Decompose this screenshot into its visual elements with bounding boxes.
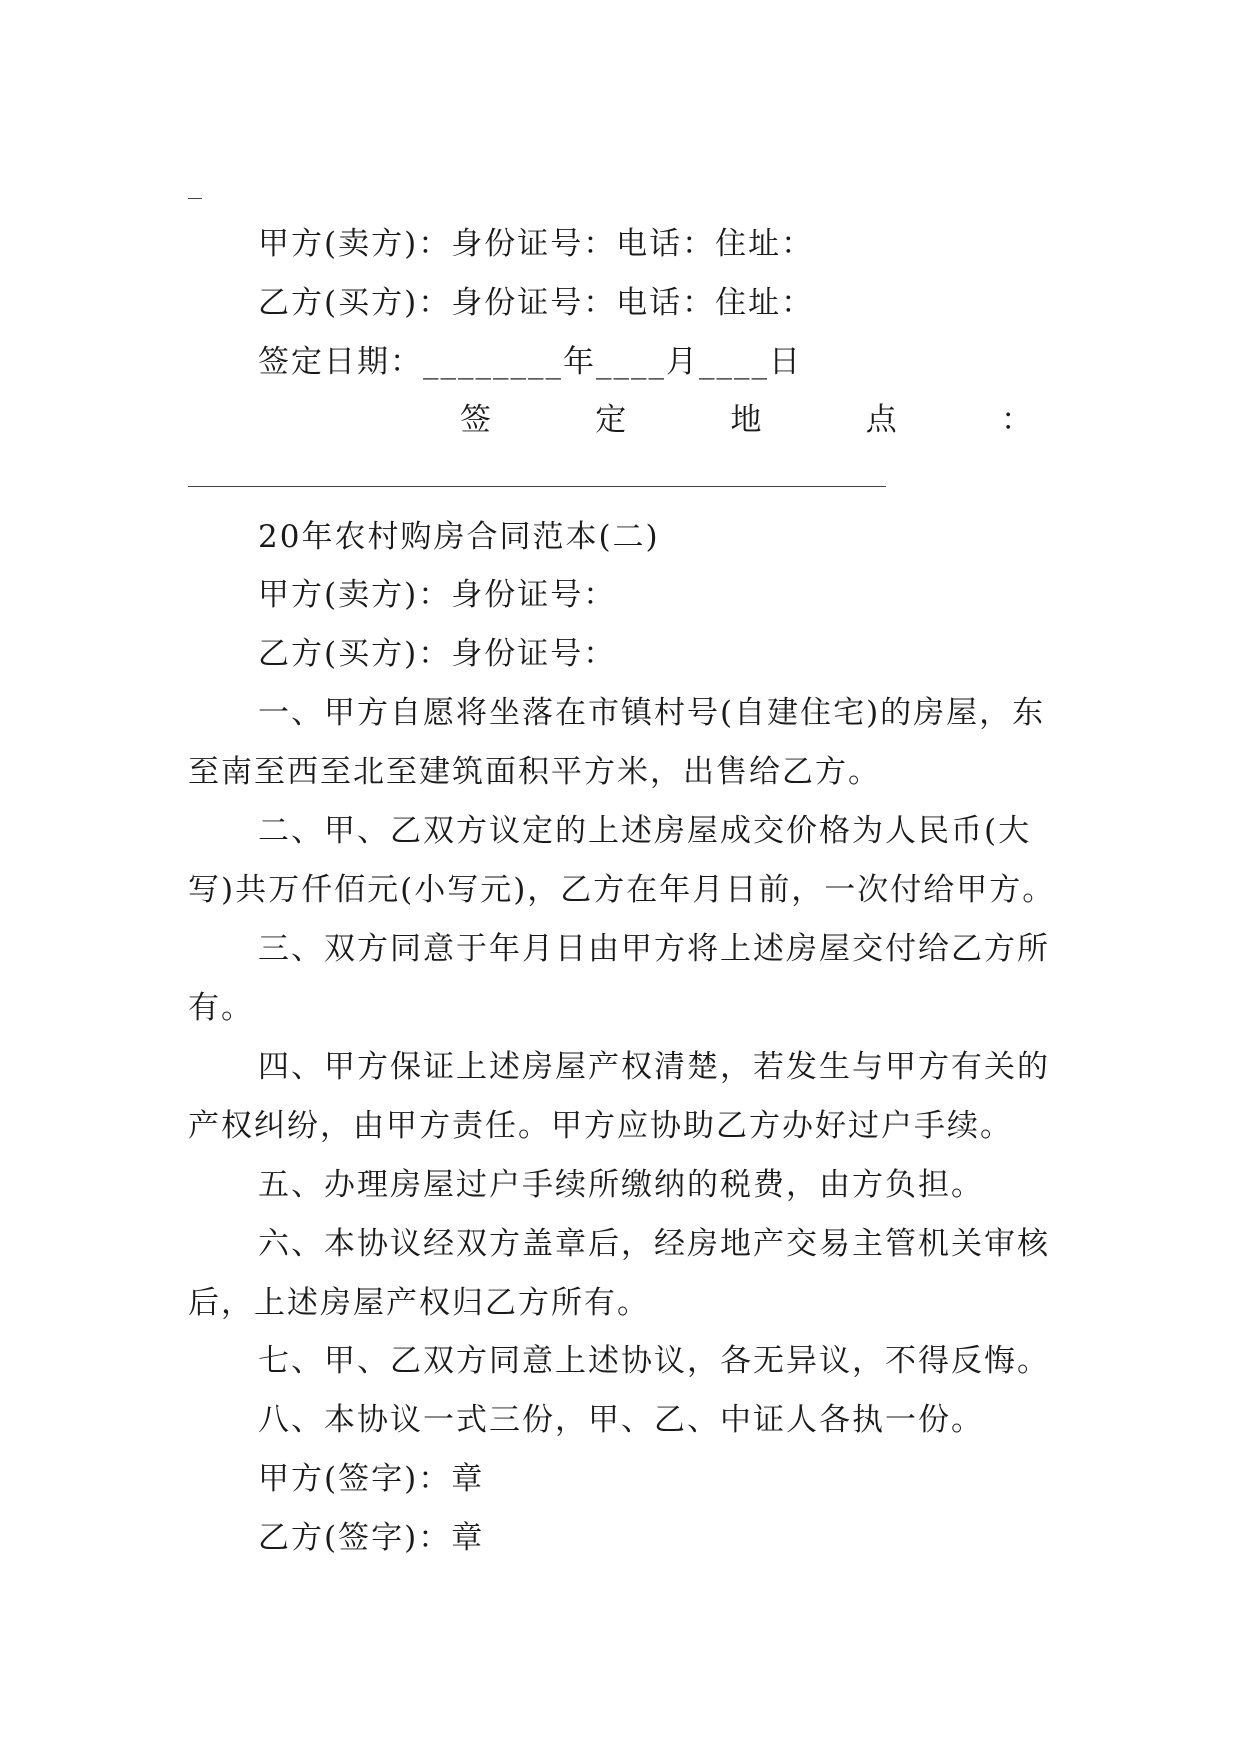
clause-3-line-2: 有。: [188, 990, 254, 1026]
clause-4-line-2: 产权纠纷，由甲方责任。甲方应协助乙方办好过户手续。: [188, 1108, 1013, 1144]
clause-5: 五、办理房屋过户手续所缴纳的税费，由方负担。: [258, 1167, 984, 1203]
sign-place-char: 点: [865, 402, 897, 438]
seller-info-line: 甲方(卖方)：身份证号：电话：住址：: [258, 226, 815, 262]
clause-3-line-1: 三、双方同意于年月日由甲方将上述房屋交付给乙方所: [258, 931, 1050, 967]
sign-place-char: 地: [730, 402, 762, 438]
seller-id-line: 甲方(卖方)：身份证号：: [258, 577, 617, 613]
clause-2-line-1: 二、甲、乙双方议定的上述房屋成交价格为人民币(大: [258, 813, 1032, 849]
sign-date-line: 签定日期：________年____月____日: [258, 344, 802, 380]
clause-2-line-2: 写)共万仟佰元(小写元)，乙方在年月日前，一次付给甲方。: [188, 872, 1056, 908]
clause-7: 七、甲、乙双方同意上述协议，各无异议，不得反悔。: [258, 1343, 1050, 1379]
clause-1-line-1: 一、甲方自愿将坐落在市镇村号(自建住宅)的房屋，东: [258, 695, 1046, 731]
sign-place-char: ：: [1001, 402, 1032, 438]
clause-4-line-1: 四、甲方保证上述房屋产权清楚，若发生与甲方有关的: [258, 1049, 1050, 1085]
sign-place-char: 签: [460, 402, 491, 438]
clause-8: 八、本协议一式三份，甲、乙、中证人各执一份。: [258, 1402, 984, 1438]
sign-place-line: [460, 400, 1032, 440]
clause-6-line-1: 六、本协议经双方盖章后，经房地产交易主管机关审核: [258, 1226, 1050, 1262]
buyer-signature-line: 乙方(签字)：章: [258, 1520, 485, 1556]
seller-signature-line: 甲方(签字)：章: [258, 1461, 485, 1497]
document-title: 20年农村购房合同范本(二): [258, 519, 660, 555]
buyer-info-line: 乙方(买方)：身份证号：电话：住址：: [258, 285, 815, 321]
buyer-id-line: 乙方(买方)：身份证号：: [258, 636, 617, 672]
sign-place-char: 定: [595, 402, 627, 438]
clause-1-line-2: 至南至西至北至建筑面积平方米，出售给乙方。: [188, 754, 881, 790]
top-dash-mark: [188, 198, 202, 199]
clause-6-line-2: 后，上述房屋产权归乙方所有。: [188, 1285, 650, 1321]
separator-line: [188, 486, 886, 487]
